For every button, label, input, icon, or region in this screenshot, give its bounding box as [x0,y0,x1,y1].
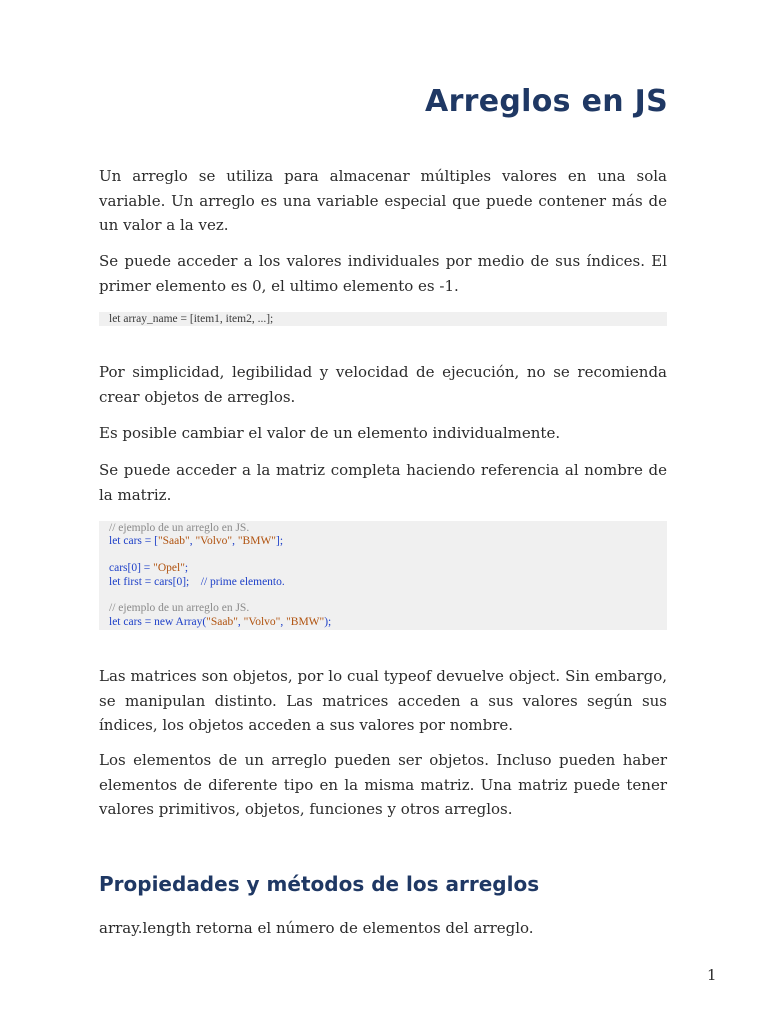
code-string: "Volvo" [243,615,281,628]
paragraph-element-types: Los elementos de un arreglo pueden ser objetos. Incluso pueden haber elementos de diferente tipo en la misma matriz. Una matriz puede tener valores primitivos, objetos, funciones y otros arreglos. [99,751,667,818]
code-punct: , [280,615,287,628]
document-title: Arreglos en JS [425,84,668,119]
code-comment: // prime elemento. [189,575,285,588]
paragraph-simplicity: Por simplicidad, legibilidad y velocidad de ejecución, no se recomienda crear objetos de arreglos. [99,363,667,406]
code-punct: ]; [276,535,284,548]
code-punct: , [232,535,238,548]
paragraph-array-length: array.length retorna el número de elementos del arreglo. [99,919,534,937]
paragraph-matrices-objects: Las matrices son objetos, por lo cual typeof devuelve object. Sin embargo, se manipulan distinto. Las matrices acceden a sus valores según sus índices, los objetos acceden a sus valores por nombre. [99,667,667,734]
section-heading: Propiedades y métodos de los arreglos [99,872,540,896]
paragraph-array-indices: Se puede acceder a los valores individuales por medio de sus índices. El primer elemento es 0, el ultimo elemento es -1. [99,252,667,295]
code-block-syntax [99,312,667,326]
code-punct: ; [184,562,189,575]
code-comment: // ejemplo de un arreglo en JS. [109,602,250,615]
code-string: "Saab" [206,615,238,628]
code-line [109,576,667,589]
code-string: "Volvo" [195,535,233,548]
code-punct: ); [324,615,332,628]
code-comment: // ejemplo de un arreglo en JS. [109,522,250,534]
code-line [109,562,667,575]
code-string: "BMW" [286,615,325,628]
code-line: let array_name = [item1, item2, ...]; [109,313,274,325]
code-keyword: cars[0] = [109,562,154,575]
code-blank-line [109,589,667,602]
code-punct: , [189,535,196,548]
code-keyword: let first = cars[0]; [109,575,190,588]
paragraph-access-full: Se puede acceder a la matriz completa haciendo referencia al nombre de la matriz. [99,461,667,504]
code-string: "BMW" [237,535,276,548]
code-block-example [99,521,667,630]
code-keyword: let cars = new Array( [109,615,207,628]
code-blank-line [109,549,667,562]
paragraph-change-value: Es posible cambiar el valor de un elemento individualmente. [99,424,561,442]
code-keyword: let cars = [ [109,535,158,548]
page-number: 1 [707,966,717,984]
code-string: "Saab" [157,535,190,548]
code-string: "Opel" [153,562,185,575]
code-punct: , [237,615,244,628]
code-line [109,616,667,629]
code-line [109,535,667,548]
paragraph-array-definition: Un arreglo se utiliza para almacenar múltiples valores en una sola variable. Un arreglo es una variable especial que puede contener más de un valor a la vez. [99,167,667,234]
